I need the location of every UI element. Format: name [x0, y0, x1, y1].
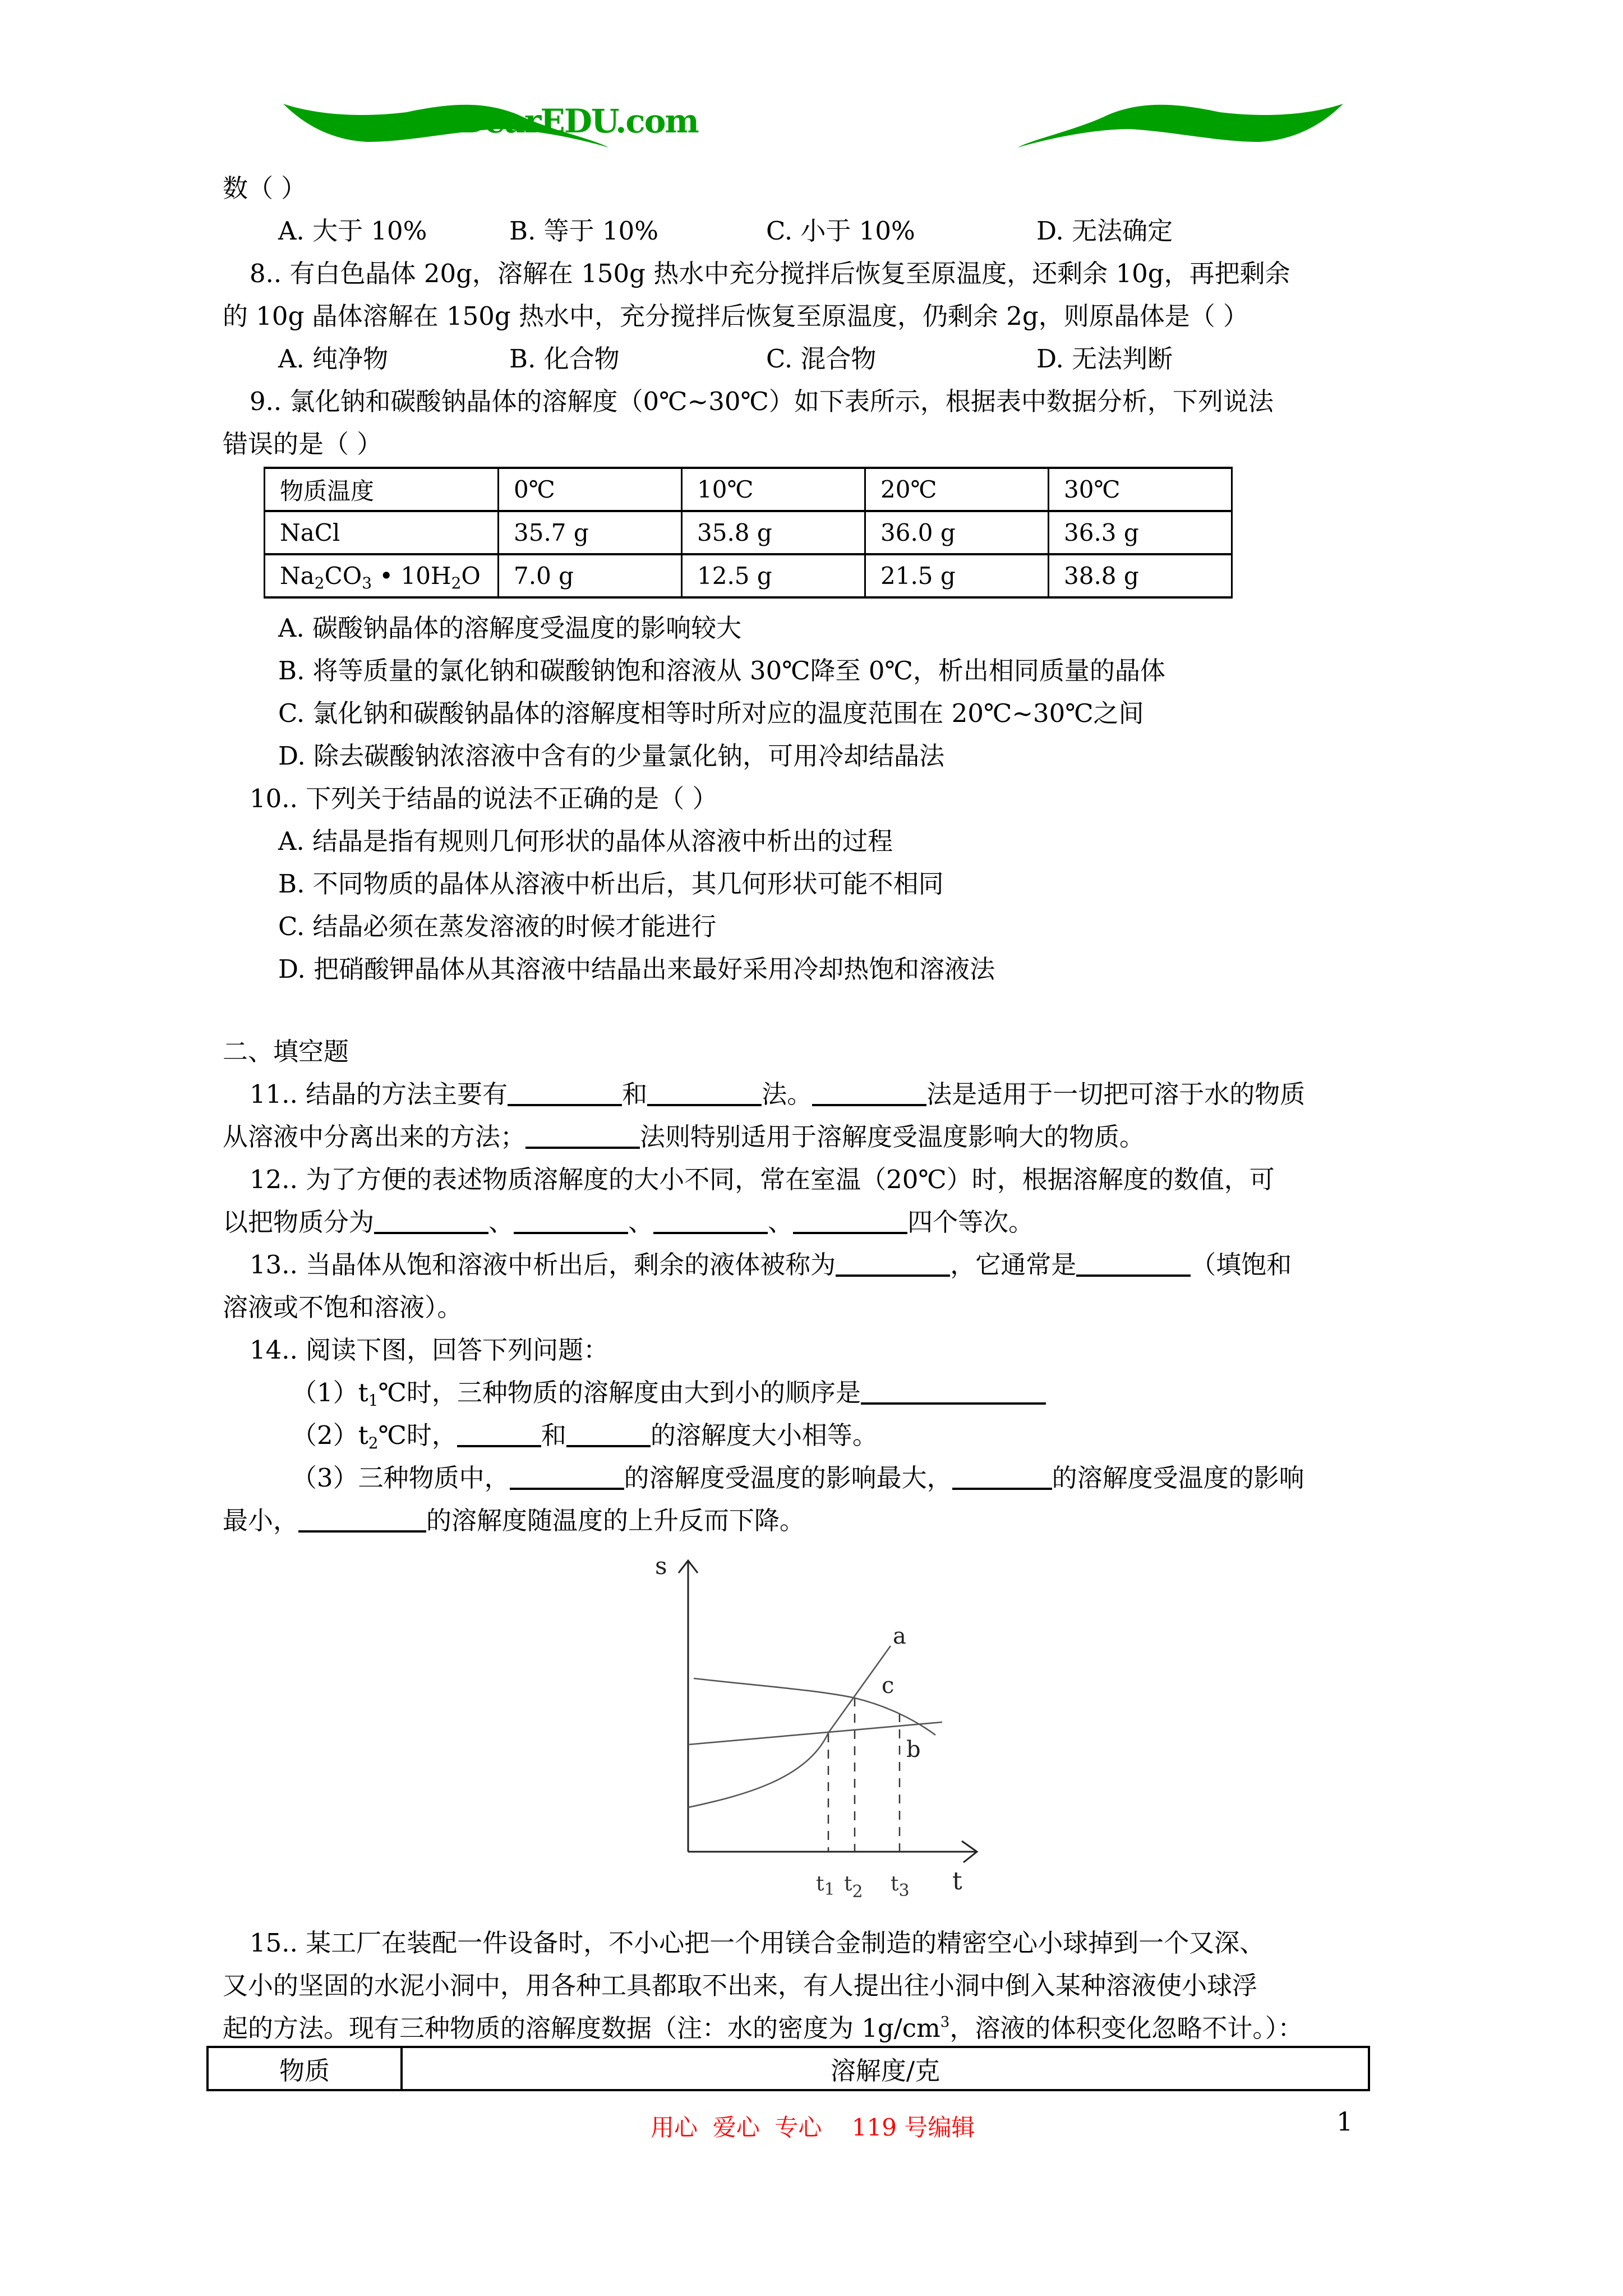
answer-blank[interactable]	[566, 1420, 651, 1447]
curve-label-c: c	[882, 1673, 895, 1699]
q9-option-a: A. 碳酸钠晶体的溶解度受温度的影响较大	[278, 613, 742, 643]
table-header-cell: 溶解度/克	[402, 2047, 1369, 2090]
q11-text: 和	[622, 1079, 648, 1109]
answer-blank[interactable]	[861, 1378, 1046, 1405]
solubility-table	[264, 467, 1233, 599]
table-cell-substance: NaCl	[265, 511, 499, 554]
q15-line1: 15.. 某工厂在装配一件设备时，不小心把一个用镁合金制造的精密空心小球掉到一个又深、	[250, 1928, 1265, 1958]
table-cell: 35.7 g	[499, 511, 682, 554]
table-cell: 21.5 g	[865, 554, 1049, 597]
q10-stem: 10.. 下列关于结晶的说法不正确的是（ ）	[250, 784, 718, 813]
q10-option-b: B. 不同物质的晶体从溶液中析出后，其几何形状可能不相同	[278, 869, 944, 899]
tick-label-t2	[844, 1872, 863, 1902]
footer-note: 用心 爱心 专心 119 号编辑	[651, 2114, 975, 2141]
answer-blank[interactable]	[812, 1079, 926, 1106]
q8-option-a: A. 纯净物	[278, 344, 389, 374]
q12-text: 以把物质分为	[223, 1207, 375, 1237]
answer-blank[interactable]	[525, 1122, 640, 1149]
q14-text: 的溶解度受温度的影响	[1052, 1463, 1304, 1493]
q14-text: 的溶解度受温度的影响最大，	[624, 1463, 952, 1493]
table-header-row	[265, 468, 1232, 511]
section-title: 二、填空题	[223, 1037, 349, 1066]
answer-blank[interactable]	[952, 1463, 1052, 1490]
q14-sub1	[292, 1376, 1046, 1410]
q9-option-b: B. 将等质量的氯化钠和碳酸钠饱和溶液从 30℃降至 0℃，析出相同质量的晶体	[278, 656, 1165, 685]
tick-label-t1	[816, 1872, 835, 1899]
tick-base: t	[844, 1872, 852, 1895]
q9-option-d: D. 除去碳酸钠浓溶液中含有的少量氯化钠，可用冷却结晶法	[278, 741, 945, 771]
q15-text: ，溶液的体积变化忽略不计。）：	[949, 2013, 1303, 2043]
curve-label-b: b	[906, 1737, 921, 1763]
tick-base: t	[816, 1872, 824, 1895]
q7-option-d: D. 无法确定	[1036, 216, 1173, 246]
answer-blank[interactable]	[457, 1420, 541, 1447]
logo-text: www.DearEDU.com	[370, 102, 698, 140]
q8-stem-line1: 8.. 有白色晶体 20g，溶解在 150g 热水中充分搅拌后恢复至原温度，还剩余 10g，再把剩余	[250, 259, 1290, 288]
table-cell: 35.8 g	[682, 511, 865, 554]
q9-stem-line1: 9.. 氯化钠和碳酸钠晶体的溶解度（0℃~30℃）如下表所示，根据表中数据分析，下列说法	[250, 386, 1274, 416]
q15-line2: 又小的坚固的水泥小洞中，用各种工具都取不出来，有人提出往小洞中倒入某种溶液使小球浮	[223, 1971, 1258, 2000]
q10-option-d: D. 把硝酸钾晶体从其溶液中结晶出来最好采用冷却热饱和溶液法	[278, 954, 995, 984]
table-cell: 7.0 g	[499, 554, 682, 597]
table-header-cell: 30℃	[1049, 468, 1232, 511]
tick-sub: 1	[824, 1880, 835, 1899]
q9-stem-line2: 错误的是（ ）	[223, 429, 382, 459]
curve-a	[688, 1646, 891, 1807]
tick-label-t3	[891, 1872, 910, 1901]
separator: 、	[768, 1207, 794, 1237]
answer-blank[interactable]	[1076, 1250, 1191, 1277]
q14-sub3	[292, 1461, 1304, 1495]
q11-text: 法则特别适用于溶解度受温度影响大的物质。	[640, 1122, 1145, 1152]
tick-sub: 3	[898, 1881, 910, 1901]
q8-option-c: C. 混合物	[766, 344, 877, 374]
q11-text: 法。	[762, 1079, 813, 1109]
formula-part: Na	[280, 562, 315, 590]
formula-part: CO	[324, 562, 362, 590]
q11-text: 法是适用于一切把可溶于水的物质	[926, 1079, 1306, 1109]
y-axis-label: s	[655, 1554, 667, 1580]
x-axis-label: t	[952, 1867, 962, 1895]
q12-text: 四个等次。	[907, 1207, 1034, 1237]
q12-line1: 12.. 为了方便的表述物质溶解度的大小不同，常在室温（20℃）时，根据溶解度的数值，可	[250, 1165, 1275, 1194]
formula-subscript: 2	[314, 574, 325, 592]
q15-solubility-table	[206, 2046, 1370, 2091]
q7-option-a: A. 大于 10%	[278, 216, 427, 246]
q14-text: （2）t	[292, 1420, 368, 1450]
tick-sub: 2	[852, 1882, 863, 1902]
q12-line2	[223, 1205, 1034, 1239]
answer-blank[interactable]	[374, 1207, 488, 1234]
tick-base: t	[891, 1872, 899, 1895]
answer-blank[interactable]	[653, 1207, 768, 1234]
q14-sub3-cont	[223, 1504, 805, 1538]
superscript: 3	[940, 2014, 950, 2031]
table-row-nacl	[265, 511, 1232, 554]
q15-line3	[223, 2012, 1303, 2045]
q8-option-d: D. 无法判断	[1036, 344, 1173, 374]
q11-text: 11.. 结晶的方法主要有	[250, 1079, 508, 1109]
q11-line2	[223, 1120, 1145, 1154]
q14-sub2	[292, 1419, 878, 1452]
q8-option-b: B. 化合物	[509, 344, 620, 374]
answer-blank[interactable]	[647, 1079, 762, 1106]
q7-option-c: C. 小于 10%	[766, 216, 915, 246]
q14-text: 最小，	[223, 1506, 299, 1535]
formula-subscript: 2	[451, 574, 462, 592]
table-cell: 36.3 g	[1049, 511, 1232, 554]
table-header-cell: 0℃	[499, 468, 682, 511]
q13-text: （填饱和	[1191, 1250, 1292, 1280]
q8-stem-line2: 的 10g 晶体溶解在 150g 热水中，充分搅拌后恢复至原温度，仍剩余 2g，则原晶体是（ ）	[223, 301, 1249, 331]
answer-blank[interactable]	[510, 1463, 624, 1490]
q11-line1	[250, 1078, 1305, 1111]
table-cell-substance	[265, 554, 499, 597]
table-row-na2co3	[265, 554, 1232, 597]
q14-text: 的溶解度随温度的上升反而下降。	[426, 1506, 805, 1535]
q15-text: 起的方法。现有三种物质的溶解度数据（注：水的密度为 1g/cm	[223, 2013, 940, 2043]
solubility-curve-diagram	[639, 1554, 998, 1913]
separator: 、	[628, 1207, 654, 1237]
table-header-cell: 物质	[208, 2047, 402, 2090]
table-header-cell: 20℃	[865, 468, 1049, 511]
q14-text: ℃时，	[378, 1420, 457, 1450]
q13-text: 13.. 当晶体从饱和溶液中析出后，剩余的液体被称为	[250, 1250, 836, 1280]
curve-b	[688, 1722, 942, 1745]
right-swoosh	[1018, 104, 1343, 148]
q9-option-c: C. 氯化钠和碳酸钠晶体的溶解度相等时所对应的温度范围在 20℃~30℃之间	[278, 698, 1144, 728]
table-header-row	[208, 2047, 1369, 2090]
q14-stem: 14.. 阅读下图，回答下列问题：	[250, 1335, 609, 1365]
table-cell: 38.8 g	[1049, 554, 1232, 597]
table-cell: 12.5 g	[682, 554, 865, 597]
q14-text: ℃时，三种物质的溶解度由大到小的顺序是	[378, 1378, 861, 1407]
q13-line2: 溶液或不饱和溶液）。	[223, 1292, 463, 1322]
q7-continuation: 数（ ）	[223, 173, 307, 203]
formula-subscript: 3	[362, 574, 372, 592]
q14-text: （3）三种物质中，	[292, 1463, 510, 1493]
formula-part: • 10H	[372, 562, 451, 590]
q14-text: （1）t	[292, 1378, 368, 1407]
separator: 、	[488, 1207, 514, 1237]
q14-text: 的溶解度大小相等。	[650, 1420, 878, 1450]
subscript: 2	[368, 1434, 379, 1452]
curve-label-a: a	[893, 1623, 906, 1649]
q10-option-a: A. 结晶是指有规则几何形状的晶体从溶液中析出的过程	[278, 826, 893, 856]
answer-blank[interactable]	[793, 1207, 907, 1234]
formula-part: O	[461, 562, 481, 590]
q13-line1	[250, 1248, 1292, 1282]
answer-blank[interactable]	[514, 1207, 628, 1234]
q7-option-b: B. 等于 10%	[509, 216, 659, 246]
answer-blank[interactable]	[298, 1506, 426, 1533]
page-number: 1	[1336, 2106, 1353, 2137]
q11-text: 从溶液中分离出来的方法；	[223, 1122, 526, 1152]
q14-text: 和	[541, 1420, 566, 1450]
answer-blank[interactable]	[508, 1079, 622, 1106]
answer-blank[interactable]	[836, 1250, 950, 1277]
q13-text: ，它通常是	[950, 1250, 1077, 1280]
table-header-cell: 10℃	[682, 468, 865, 511]
table-cell: 36.0 g	[865, 511, 1049, 554]
subscript: 1	[368, 1391, 379, 1410]
table-header-cell: 物质温度	[265, 468, 499, 511]
q10-option-c: C. 结晶必须在蒸发溶液的时候才能进行	[278, 912, 717, 941]
